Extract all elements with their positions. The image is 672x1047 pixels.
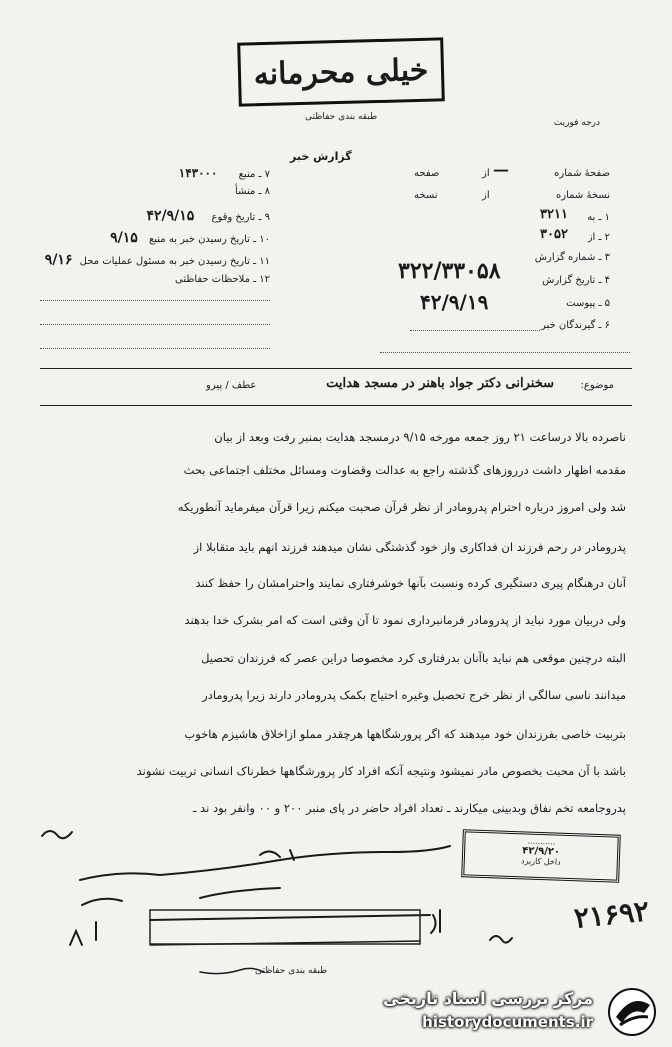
- field-from: ۲ ـ از: [587, 232, 610, 243]
- body-line: ولی دربیان مورد نباید از پدرومادر فرمانبرداری نمود تا آن وقتی است که امر بشرک خدا بدهند: [184, 613, 626, 627]
- notes-line-1: [40, 300, 270, 301]
- field-security-notes: ۱۲ ـ ملاحظات حفاظتی: [175, 274, 270, 285]
- inner-signature-box: [150, 910, 420, 944]
- field-report-date: ۴ ـ تاریخ گزارش: [542, 275, 610, 286]
- body-line: شد ولی امروز درباره احترام پدرومادر از نظر قرآن صحبت میکنم زیرا قرآن میفرماید آنطوریکه: [177, 500, 626, 514]
- body-line: باشد با آن محبت بخصوص مادر نمیشود ونتیجه آنکه افراد کار پرورشگاهها خطرناک انسانی تربیت نشوند: [136, 764, 626, 778]
- body-line: ناصرده بالا درساعت ۲۱ روز جمعه مورخه ۹/۱۵ درمسجد هدایت بمنبر رفت وبعد از بیان: [214, 430, 626, 444]
- field-page-suffix: صفحه: [414, 168, 440, 179]
- field-report-number-value: ۳۲۲/۳۳۰۵۸: [398, 258, 501, 284]
- divider-top: [40, 368, 632, 369]
- divider-subject: [40, 405, 632, 406]
- field-report-date-value: ۴۲/۹/۱۹: [420, 290, 489, 314]
- field-from-value: ۳۰۵۲: [540, 227, 568, 242]
- body-line: بتربیت خاصی بفرزندان خود میدهند که اگر پرورشگاهها هرچقدر مملو ازاخلاق هاشیزم هاخوب: [184, 727, 626, 741]
- watermark-title: مرکز بررسی اسناد تاریخی: [383, 989, 593, 1008]
- field-copy-of: از: [482, 190, 490, 201]
- body-line: مقدمه اظهار داشت درروزهای گذشته راجع به عدالت وقضاوت ومسائل مختلف اجتماعی بحث: [183, 463, 626, 477]
- watermark-url: historydocuments.ir: [422, 1013, 593, 1031]
- recipients-line-2: [380, 352, 630, 353]
- body-line: البته درچنین موقعی هم نباید باآنان بدرفتاری کرد مخصوصا دراین عصر که فرزندان تحصیل: [201, 651, 626, 665]
- body-line: پدرومادر در رحم فرزند ان فداکاری واز خود گذشتگی نشان میدهند فرزند انهم باید متقابلا از: [193, 540, 626, 554]
- notes-line-3: [40, 348, 270, 349]
- field-origin: ۸ ـ منشأ: [234, 186, 270, 197]
- field-page-number: صفحهٔ شماره: [554, 168, 610, 179]
- subject-label: موضوع:: [580, 380, 614, 391]
- field-copy-suffix: نسخه: [414, 190, 438, 201]
- field-attachment: ۵ ـ پیوست: [566, 298, 610, 309]
- body-line: آنان درهنگام پیری دستگیری کرده ونسبت بآنها خوشرفتاری نمایند واحترامشان را حفظ کنند: [195, 576, 626, 590]
- field-source: ۷ ـ منبع ۱۴۳۰۰۰: [178, 166, 270, 180]
- field-recipients: ۶ ـ گیرندگان خبر: [540, 320, 610, 331]
- recipients-line: [410, 330, 540, 331]
- field-report-number: ۳ ـ شماره گزارش: [534, 252, 610, 263]
- subject-text: سخنرانی دکتر جواد باهنر در مسجد هدایت: [326, 376, 554, 391]
- report-title: گزارش خبر: [290, 150, 352, 163]
- field-operations-received: ۱۱ ـ تاریخ رسیدن خبر به مسئول عملیات محل ۹/۱۶: [44, 252, 270, 268]
- handwriting-scribbles: [42, 831, 512, 974]
- notes-line-2: [40, 324, 270, 325]
- field-source-received: ۱۰ ـ تاریخ رسیدن خبر به منبع ۹/۱۵: [110, 230, 270, 246]
- handwritten-number: ۲۱۶۹۲: [572, 894, 651, 935]
- field-page-of: از: [482, 168, 490, 179]
- field-page-value: —: [493, 160, 509, 179]
- body-line: پدروجامعه تخم نفاق وبدبینی میکارند ـ تعداد افراد حاضر در پای منبر ۲۰۰ و ۰۰ وانفر بود ند ـ: [193, 801, 626, 815]
- watermark: [378, 985, 668, 1040]
- field-occurrence-date: ۹ ـ تاریخ وقوع ۴۲/۹/۱۵: [146, 208, 270, 224]
- classification-stamp: [237, 37, 445, 106]
- field-to-value: ۳۲۱۱: [540, 207, 568, 222]
- classification-text: خیلی محرمانه: [253, 52, 429, 92]
- field-to: ۱ ـ به: [587, 212, 610, 223]
- classification-level-label: طبقه بندی حفاظتی: [305, 112, 378, 122]
- degree-label: درجه فوریت: [553, 118, 600, 128]
- archive-emblem-icon: [604, 987, 660, 1037]
- body-line: میدانند ناسی سالگی از نظر خرج تحصیل وغیره احتیاج بکمک پدرومادر دارند زیرا پدرومادر: [202, 688, 626, 702]
- bottom-classification-label: طبقه بندی حفاظتی: [255, 966, 328, 976]
- reference-label: عطف / پیرو: [206, 380, 257, 391]
- field-copy-number: نسخهٔ شماره: [556, 190, 610, 201]
- receipt-stamp: ........... ۴۲/۹/۲۰ داخل کاربرد: [461, 829, 621, 882]
